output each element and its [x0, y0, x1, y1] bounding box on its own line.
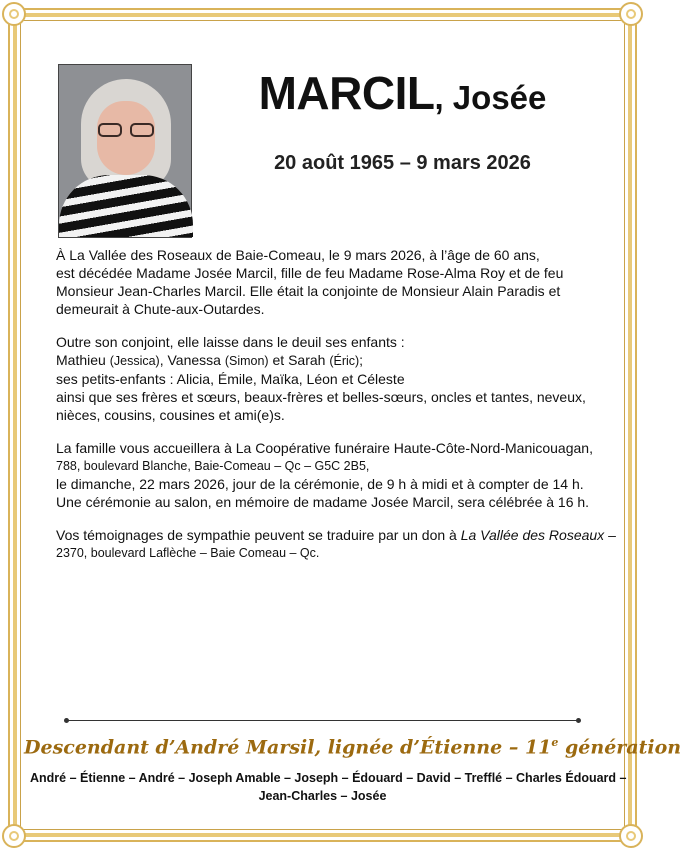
child-name: , Vanessa [159, 352, 225, 368]
paragraph-visitation [56, 439, 596, 511]
text-line: ainsi que ses frères et sœurs, beaux-frères et belles-sœurs, oncles et tantes, neveux, [56, 389, 586, 405]
deceased-name [200, 66, 605, 120]
lineage-title-text: Descendant d’André Marsil, lignée d’Étienne – 11 [24, 736, 552, 759]
donation-address: 2370, boulevard Laflèche – Baie Comeau – Qc. [56, 546, 320, 560]
portrait-photo [58, 64, 192, 238]
corner-ornament-icon [2, 2, 26, 26]
spouse-name: (Jessica) [109, 354, 160, 368]
divider-line [66, 720, 578, 721]
last-name: MARCIL [258, 67, 435, 119]
child-name: Mathieu [56, 352, 110, 368]
spouse-name: (Simon) [224, 354, 269, 368]
donation-recipient: La Vallée des Roseaux [460, 527, 605, 543]
paragraph-donations [56, 526, 616, 562]
portrait-shirt [59, 175, 193, 237]
lineage-names-line: Jean-Charles – Josée [258, 789, 387, 803]
lineage-title-end: génération [558, 736, 681, 759]
text-line: Monsieur Jean-Charles Marcil. Elle était la conjointe de Monsieur Alain Paradis et [56, 283, 561, 299]
paragraph-survivors [56, 333, 596, 424]
text-line: La famille vous accueillera à La Coopérative funéraire Haute-Côte-Nord-Manicouagan, [56, 440, 593, 456]
child-name: et Sarah [268, 352, 330, 368]
text-line: est décédée Madame Josée Marcil, fille de feu Madame Rose-Alma Roy et de feu [56, 265, 564, 281]
funeral-home-address: 788, boulevard Blanche, Baie-Comeau – Qc – G5C 2B5, [56, 459, 370, 473]
obituary-body [56, 246, 616, 577]
spouse-name: (Éric) [329, 354, 360, 368]
lineage-ordinal: e [551, 736, 559, 749]
corner-ornament-icon [619, 824, 643, 848]
children-line [56, 351, 596, 370]
corner-ornament-icon [619, 2, 643, 26]
lineage-title [24, 736, 681, 759]
portrait-face [97, 101, 155, 175]
donation-dash: – [604, 527, 616, 543]
divider-dot [576, 718, 581, 723]
donation-line [56, 526, 616, 544]
text-line: le dimanche, 22 mars 2026, jour de la cérémonie, de 9 h à midi et à compter de 14 h. [56, 476, 584, 492]
punctuation: ; [359, 352, 364, 368]
lineage-names [30, 769, 627, 805]
first-name: , Josée [434, 79, 547, 116]
text-line: nièces, cousins, cousines et ami(e)s. [56, 407, 285, 423]
text-line: Outre son conjoint, elle laisse dans le deuil ses enfants : [56, 334, 405, 350]
donation-text: Vos témoignages de sympathie peuvent se traduire par un don à [56, 527, 461, 543]
portrait-glasses [95, 123, 157, 137]
text-line: demeurait à Chute-aux-Outardes. [56, 301, 265, 317]
paragraph-announcement [56, 246, 596, 318]
text-line: ses petits-enfants : Alicia, Émile, Maïka, Léon et Céleste [56, 371, 405, 387]
life-dates: 20 août 1965 – 9 mars 2026 [274, 152, 531, 174]
corner-ornament-icon [2, 824, 26, 848]
lineage-names-line: André – Étienne – André – Joseph Amable – Joseph – Édouard – David – Trefflé – Charles Édouard – [30, 771, 627, 785]
text-line: Une cérémonie au salon, en mémoire de madame Josée Marcil, sera célébrée à 16 h. [56, 494, 590, 510]
text-line: À La Vallée des Roseaux de Baie-Comeau, le 9 mars 2026, à l’âge de 60 ans, [56, 247, 540, 263]
